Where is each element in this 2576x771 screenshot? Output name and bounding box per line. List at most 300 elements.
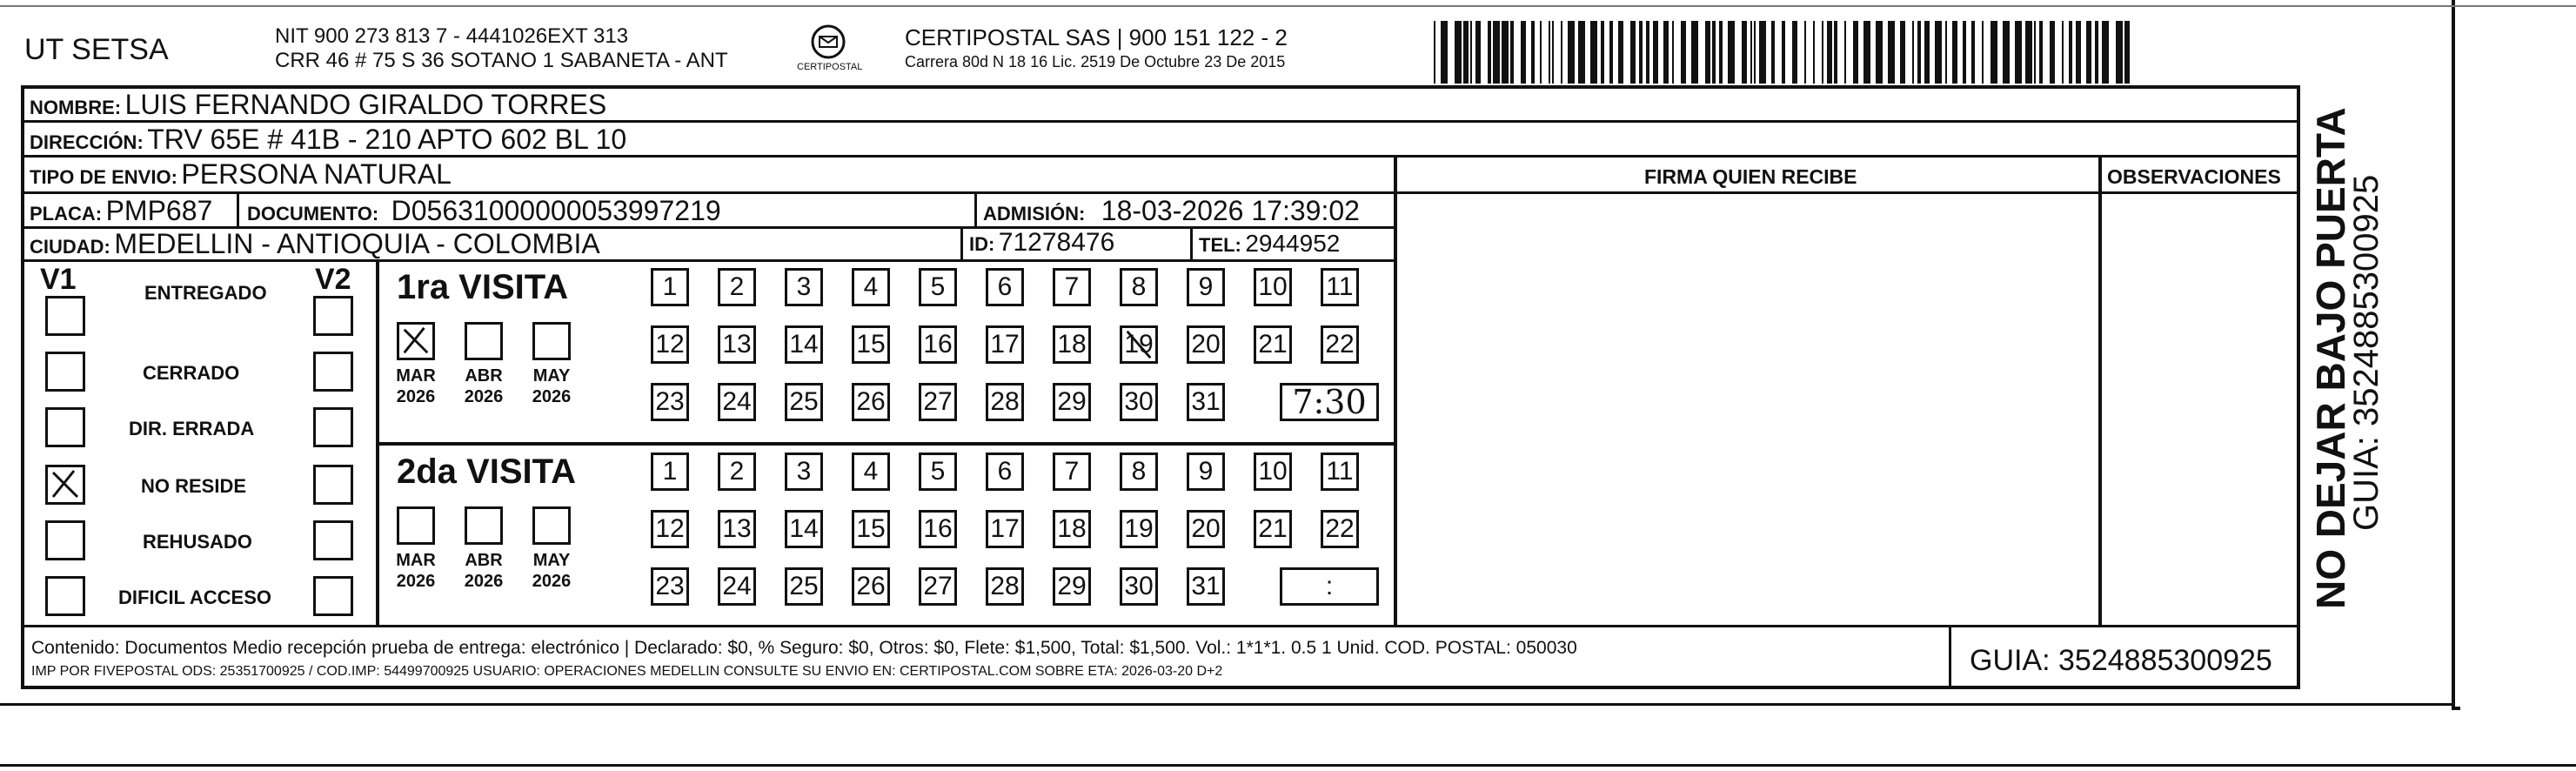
admision-label: ADMISIÓN: bbox=[983, 203, 1086, 225]
barcode-bar bbox=[1876, 21, 1883, 84]
day-box[interactable] bbox=[651, 325, 689, 364]
day-box[interactable] bbox=[919, 268, 957, 306]
barcode-bar bbox=[1510, 21, 1514, 84]
day-number: 6 bbox=[997, 457, 1013, 486]
placa-label: PLACA: bbox=[30, 203, 103, 225]
status-option-label: DIFICIL ACCESO bbox=[118, 587, 272, 608]
day-box[interactable] bbox=[651, 268, 689, 306]
barcode-bar bbox=[1863, 21, 1870, 84]
status-option-label: CERRADO bbox=[143, 362, 240, 384]
day-number: 11 bbox=[1326, 457, 1354, 486]
day-box[interactable] bbox=[1254, 510, 1292, 548]
day-number: 3 bbox=[796, 457, 812, 486]
day-number: 31 bbox=[1191, 387, 1221, 416]
tipo-label: TIPO DE ENVIO: bbox=[30, 166, 177, 188]
day-number: 21 bbox=[1258, 330, 1288, 359]
v2-checkbox[interactable] bbox=[313, 520, 353, 560]
barcode-bar bbox=[1900, 21, 1905, 84]
day-number: 2 bbox=[729, 457, 745, 486]
day-box[interactable] bbox=[1321, 510, 1359, 548]
day-number: 9 bbox=[1198, 457, 1214, 486]
day-box[interactable] bbox=[1053, 453, 1091, 491]
right-edge bbox=[2452, 0, 2455, 710]
day-box[interactable] bbox=[1120, 453, 1158, 491]
day-number: 12 bbox=[655, 514, 685, 543]
barcode-bar bbox=[1991, 21, 1997, 84]
barcode-bar bbox=[1728, 21, 1735, 84]
barcode-bar bbox=[1844, 21, 1846, 84]
barcode-bar bbox=[1771, 21, 1775, 84]
firma-label: FIRMA QUIEN RECIBE bbox=[1644, 165, 1857, 188]
day-number: 29 bbox=[1057, 572, 1087, 600]
barcode-bar bbox=[1609, 21, 1613, 84]
barcode-bar bbox=[1672, 21, 1674, 84]
row-line-footer bbox=[21, 625, 2300, 627]
barcode-bar bbox=[2003, 21, 2010, 84]
day-number: 6 bbox=[997, 272, 1013, 301]
day-box[interactable] bbox=[1187, 383, 1225, 421]
day-number: 26 bbox=[856, 387, 886, 416]
day-box[interactable] bbox=[852, 268, 890, 306]
barcode-bar bbox=[1705, 21, 1710, 84]
month-checkbox[interactable] bbox=[532, 506, 571, 545]
day-box[interactable] bbox=[1053, 510, 1091, 548]
guia-footer: GUIA: 3524885300925 bbox=[1970, 644, 2272, 677]
barcode-bar bbox=[1663, 21, 1669, 84]
tel-value: 2944952 bbox=[1245, 230, 1341, 257]
day-number: 2 bbox=[729, 272, 745, 301]
carrier-line: CERTIPOSTAL SAS | 900 151 122 - 2 bbox=[905, 24, 1288, 50]
day-number: 31 bbox=[1191, 572, 1221, 600]
barcode-bar bbox=[1912, 21, 1914, 84]
no-dejar-text: NO DEJAR BAJO PUERTA bbox=[2308, 107, 2353, 609]
barcode-bar bbox=[1434, 21, 1435, 84]
day-box[interactable] bbox=[1254, 453, 1292, 491]
nombre-value: LUIS FERNANDO GIRALDO TORRES bbox=[124, 89, 607, 120]
barcode-bar bbox=[1653, 21, 1658, 84]
guia-divider bbox=[1949, 625, 1951, 689]
barcode-bar bbox=[1549, 21, 1550, 84]
day-box[interactable] bbox=[1187, 268, 1225, 306]
day-box[interactable] bbox=[718, 325, 756, 364]
day-box[interactable] bbox=[651, 383, 689, 421]
row-line-5 bbox=[21, 259, 1395, 262]
v1-checkbox[interactable] bbox=[45, 352, 85, 392]
day-box[interactable] bbox=[1254, 325, 1292, 364]
barcode-bar bbox=[1568, 21, 1575, 84]
barcode-bar bbox=[1952, 21, 1957, 84]
barcode-bar bbox=[1782, 21, 1785, 84]
day-number: 27 bbox=[923, 387, 953, 416]
day-box[interactable] bbox=[852, 567, 890, 606]
barcode-bar bbox=[2039, 21, 2043, 84]
barcode-bar bbox=[1754, 21, 1756, 84]
day-number: 15 bbox=[856, 514, 886, 543]
barcode-bar bbox=[2095, 21, 2098, 84]
day-box[interactable] bbox=[718, 567, 756, 606]
day-box[interactable] bbox=[919, 510, 957, 548]
day-box[interactable] bbox=[785, 268, 823, 306]
day-number: 18 bbox=[1057, 330, 1087, 359]
day-number: 20 bbox=[1191, 330, 1221, 359]
barcode bbox=[1434, 21, 2130, 84]
v2-label: V2 bbox=[315, 263, 351, 296]
day-number: 25 bbox=[789, 387, 819, 416]
day-box[interactable] bbox=[986, 567, 1024, 606]
row-line-2 bbox=[21, 155, 2300, 158]
barcode-bar bbox=[1681, 21, 1686, 84]
day-number: 7 bbox=[1064, 457, 1080, 486]
day-number: 4 bbox=[863, 457, 879, 486]
barcode-bar bbox=[1561, 21, 1562, 84]
sign-divider bbox=[1394, 155, 1397, 627]
day-number: 8 bbox=[1131, 272, 1147, 301]
barcode-bar bbox=[2116, 21, 2123, 84]
barcode-bar bbox=[2102, 21, 2109, 84]
day-number: 19 bbox=[1124, 514, 1154, 543]
second-visit-label: 2da VISITA bbox=[397, 453, 576, 491]
day-box[interactable] bbox=[1321, 325, 1359, 364]
barcode-bar bbox=[1813, 21, 1815, 84]
day-number: 15 bbox=[856, 330, 886, 359]
bottom-strip-top bbox=[0, 703, 2453, 706]
barcode-bar bbox=[1488, 21, 1491, 84]
day-number: 8 bbox=[1131, 457, 1147, 486]
day-number: 27 bbox=[923, 572, 953, 600]
nit-line: NIT 900 273 813 7 - 4441026EXT 313 bbox=[275, 24, 629, 48]
day-box[interactable] bbox=[1120, 567, 1158, 606]
day-number: 23 bbox=[655, 572, 685, 600]
barcode-bar bbox=[1827, 21, 1832, 84]
barcode-bar bbox=[1917, 21, 1921, 84]
admision-divider bbox=[974, 191, 977, 226]
direccion-row bbox=[30, 125, 626, 153]
v2-checkbox[interactable] bbox=[313, 296, 353, 336]
nombre-row bbox=[30, 91, 606, 118]
barcode-bar bbox=[1759, 21, 1766, 84]
bottom-strip-line bbox=[0, 764, 2576, 767]
imp-text: IMP POR FIVEPOSTAL ODS: 25351700925 / COD.IMP: 54499700925 USUARIO: OPERACIONES MEDELLIN CONSULTE SU ENVIO EN: CERTIPOSTAL.COM SOBRE ETA: 2026-03-20 D+2 bbox=[31, 664, 1223, 679]
month-checkbox[interactable] bbox=[465, 322, 503, 360]
day-box[interactable] bbox=[1120, 510, 1158, 548]
v2-checkbox[interactable] bbox=[313, 407, 353, 447]
day-number: 22 bbox=[1325, 330, 1355, 359]
day-number: 13 bbox=[722, 514, 752, 543]
barcode-bar bbox=[1552, 21, 1554, 84]
barcode-bar bbox=[1601, 21, 1604, 84]
barcode-bar bbox=[1971, 21, 1975, 84]
day-number: 25 bbox=[789, 572, 819, 600]
day-number: 17 bbox=[990, 330, 1020, 359]
barcode-bar bbox=[1646, 21, 1649, 84]
time-box[interactable]: : bbox=[1280, 567, 1379, 606]
day-number: 7 bbox=[1064, 272, 1080, 301]
barcode-bar bbox=[1630, 21, 1636, 84]
barcode-bar bbox=[1834, 21, 1837, 84]
day-box[interactable] bbox=[986, 268, 1024, 306]
barcode-bar bbox=[1853, 21, 1858, 84]
day-number: 16 bbox=[923, 514, 953, 543]
day-box[interactable] bbox=[986, 453, 1024, 491]
barcode-bar bbox=[1531, 21, 1535, 84]
day-number: 22 bbox=[1325, 514, 1355, 543]
day-number: 9 bbox=[1198, 272, 1214, 301]
day-box[interactable] bbox=[1321, 268, 1359, 306]
day-number: 18 bbox=[1057, 514, 1087, 543]
barcode-bar bbox=[1578, 21, 1585, 84]
barcode-bar bbox=[1888, 21, 1895, 84]
barcode-bar bbox=[2076, 21, 2081, 84]
year-label: 2026 bbox=[532, 572, 572, 591]
placa-divider bbox=[237, 191, 239, 226]
side-guia: GUIA: 3524885300925 bbox=[2347, 174, 2385, 531]
barcode-bar bbox=[1945, 21, 1947, 84]
day-number: 5 bbox=[930, 272, 946, 301]
day-number: 29 bbox=[1057, 387, 1087, 416]
day-box[interactable] bbox=[1254, 268, 1292, 306]
day-box[interactable] bbox=[785, 510, 823, 548]
logo-text: CERTIPOSTAL bbox=[797, 62, 863, 72]
v1-checkbox[interactable] bbox=[45, 576, 85, 616]
barcode-bar bbox=[1691, 21, 1698, 84]
v1-checkbox[interactable] bbox=[45, 296, 85, 336]
day-box[interactable] bbox=[651, 453, 689, 491]
obs-divider bbox=[2098, 155, 2102, 627]
barcode-bar bbox=[2025, 21, 2032, 84]
day-box[interactable] bbox=[852, 453, 890, 491]
barcode-bar bbox=[1590, 21, 1597, 84]
barcode-bar bbox=[1750, 21, 1752, 84]
obs-label: OBSERVACIONES bbox=[2107, 165, 2281, 188]
day-box[interactable] bbox=[718, 383, 756, 421]
barcode-bar bbox=[1982, 21, 1984, 84]
day-box[interactable] bbox=[852, 325, 890, 364]
day-box[interactable] bbox=[1053, 383, 1091, 421]
barcode-bar bbox=[1502, 21, 1509, 84]
barcode-bar bbox=[1455, 21, 1462, 84]
barcode-bar bbox=[1804, 21, 1806, 84]
month-label: MAR bbox=[396, 366, 436, 386]
right-edge-foot bbox=[2452, 707, 2460, 710]
direccion-value: TRV 65E # 41B - 210 APTO 602 BL 10 bbox=[147, 124, 627, 155]
ciudad-label: CIUDAD: bbox=[30, 236, 110, 258]
day-number: 14 bbox=[789, 514, 819, 543]
v2-checkbox[interactable] bbox=[313, 465, 353, 505]
day-number: 21 bbox=[1258, 514, 1288, 543]
direccion-label: DIRECCIÓN: bbox=[30, 131, 144, 153]
barcode-bar bbox=[2124, 21, 2130, 84]
day-box[interactable] bbox=[718, 453, 756, 491]
barcode-bar bbox=[1618, 21, 1623, 84]
day-box[interactable] bbox=[785, 325, 823, 364]
barcode-bar bbox=[1470, 21, 1472, 84]
admision-row bbox=[983, 197, 1360, 225]
barcode-bar bbox=[1493, 21, 1500, 84]
documento-label: DOCUMENTO: bbox=[247, 203, 379, 225]
address-line: CRR 46 # 75 S 36 SOTANO 1 SABANETA - ANT bbox=[275, 49, 728, 72]
barcode-bar bbox=[2086, 21, 2091, 84]
tipo-value: PERSONA NATURAL bbox=[181, 158, 452, 190]
day-box[interactable] bbox=[1053, 268, 1091, 306]
id-label: ID: bbox=[969, 233, 995, 255]
documento-row bbox=[247, 197, 721, 225]
month-label: MAR bbox=[396, 551, 436, 570]
row-line-1 bbox=[21, 120, 2300, 123]
day-box[interactable] bbox=[919, 567, 957, 606]
v1-checkbox[interactable] bbox=[45, 520, 85, 560]
v2-checkbox[interactable] bbox=[313, 352, 353, 392]
year-label: 2026 bbox=[464, 572, 504, 591]
nombre-label: NOMBRE: bbox=[30, 97, 122, 118]
v1-checkbox[interactable] bbox=[45, 407, 85, 447]
day-number: 14 bbox=[789, 330, 819, 359]
day-box[interactable] bbox=[1321, 453, 1359, 491]
tel-divider bbox=[1190, 226, 1193, 259]
day-number: 20 bbox=[1191, 514, 1221, 543]
barcode-bar bbox=[1963, 21, 1966, 84]
month-label: MAY bbox=[532, 551, 571, 570]
day-box[interactable] bbox=[1053, 325, 1091, 364]
barcode-bar bbox=[2062, 21, 2064, 84]
day-box[interactable] bbox=[1187, 510, 1225, 548]
status-option-label: NO RESIDE bbox=[141, 475, 247, 497]
barcode-bar bbox=[1935, 21, 1942, 84]
day-box[interactable] bbox=[785, 567, 823, 606]
day-box[interactable] bbox=[1187, 325, 1225, 364]
day-number: 26 bbox=[856, 572, 886, 600]
month-label: ABR bbox=[465, 551, 503, 570]
month-checkbox[interactable] bbox=[465, 506, 503, 545]
id-row bbox=[969, 230, 1114, 256]
barcode-bar bbox=[2034, 21, 2036, 84]
month-checkbox[interactable] bbox=[532, 322, 571, 360]
day-box[interactable] bbox=[785, 453, 823, 491]
status-option-label: REHUSADO bbox=[143, 531, 252, 553]
day-box[interactable] bbox=[1120, 383, 1158, 421]
day-number: 28 bbox=[990, 572, 1020, 600]
status-option-label: DIR. ERRADA bbox=[129, 418, 255, 439]
barcode-bar bbox=[2015, 21, 2022, 84]
first-visit-label: 1ra VISITA bbox=[397, 268, 569, 306]
day-number: 10 bbox=[1258, 457, 1288, 486]
id-divider bbox=[960, 226, 963, 259]
day-box[interactable] bbox=[919, 325, 957, 364]
day-box[interactable] bbox=[986, 383, 1024, 421]
day-number: 30 bbox=[1124, 387, 1154, 416]
v2-checkbox[interactable] bbox=[313, 576, 353, 616]
year-label: 2026 bbox=[464, 387, 504, 406]
barcode-bar bbox=[1822, 21, 1823, 84]
barcode-bar bbox=[1463, 21, 1469, 84]
barcode-bar bbox=[1540, 21, 1542, 84]
day-box[interactable] bbox=[1053, 567, 1091, 606]
day-box[interactable] bbox=[651, 510, 689, 548]
day-number: 23 bbox=[655, 387, 685, 416]
month-checkbox[interactable] bbox=[397, 506, 435, 545]
day-number: 4 bbox=[863, 272, 879, 301]
visit-divider bbox=[376, 442, 1395, 446]
day-box[interactable] bbox=[919, 383, 957, 421]
day-number: 19 bbox=[1124, 330, 1154, 359]
carrier-license: Carrera 80d N 18 16 Lic. 2519 De Octubre 23 De 2015 bbox=[905, 53, 1286, 70]
barcode-bar bbox=[1521, 21, 1526, 84]
company-name: UT SETSA bbox=[24, 33, 169, 66]
id-value: 71278476 bbox=[998, 228, 1115, 257]
day-box[interactable] bbox=[986, 325, 1024, 364]
day-number: 5 bbox=[930, 457, 946, 486]
day-number: 3 bbox=[796, 272, 812, 301]
row-line-3 bbox=[21, 191, 1395, 194]
tipo-row bbox=[30, 160, 452, 188]
admision-value: 18-03-2026 17:39:02 bbox=[1101, 195, 1360, 226]
month-label: ABR bbox=[465, 366, 503, 386]
barcode-bar bbox=[2050, 21, 2055, 84]
documento-value: D05631000000053997219 bbox=[391, 195, 721, 226]
barcode-bar bbox=[1719, 21, 1723, 84]
day-box[interactable] bbox=[718, 268, 756, 306]
certipostal-logo bbox=[793, 19, 863, 80]
barcode-bar bbox=[1475, 21, 1481, 84]
v1-checkbox[interactable] bbox=[45, 465, 85, 505]
barcode-bar bbox=[1792, 21, 1797, 84]
day-number: 1 bbox=[662, 272, 678, 301]
top-cut bbox=[0, 5, 2576, 7]
day-box[interactable] bbox=[986, 510, 1024, 548]
day-number: 12 bbox=[655, 330, 685, 359]
month-label: MAY bbox=[532, 366, 571, 386]
barcode-bar bbox=[1639, 21, 1643, 84]
day-number: 17 bbox=[990, 514, 1020, 543]
day-number: 24 bbox=[722, 572, 752, 600]
year-label: 2026 bbox=[396, 572, 436, 591]
day-number: 24 bbox=[722, 387, 752, 416]
year-label: 2026 bbox=[396, 387, 436, 406]
tel-label: TEL: bbox=[1199, 234, 1241, 256]
day-number: 11 bbox=[1326, 272, 1354, 301]
day-box[interactable] bbox=[785, 383, 823, 421]
ciudad-row bbox=[30, 230, 600, 258]
day-box[interactable] bbox=[852, 383, 890, 421]
day-number: 16 bbox=[923, 330, 953, 359]
day-number: 1 bbox=[662, 457, 678, 486]
barcode-bar bbox=[1742, 21, 1747, 84]
year-label: 2026 bbox=[532, 387, 572, 406]
day-box[interactable] bbox=[651, 567, 689, 606]
barcode-bar bbox=[2069, 21, 2072, 84]
day-number: 13 bbox=[722, 330, 752, 359]
placa-value: PMP687 bbox=[105, 195, 213, 226]
time-box[interactable]: 7:30 bbox=[1280, 383, 1379, 421]
day-box[interactable] bbox=[718, 510, 756, 548]
sign-header-line bbox=[1394, 191, 2300, 194]
status-option-label: ENTREGADO bbox=[144, 282, 267, 304]
v1-label: V1 bbox=[40, 263, 77, 296]
barcode-bar bbox=[1441, 21, 1448, 84]
day-box[interactable] bbox=[1120, 268, 1158, 306]
day-box[interactable] bbox=[1187, 567, 1225, 606]
ciudad-value: MEDELLIN - ANTIOQUIA - COLOMBIA bbox=[114, 228, 600, 259]
day-box[interactable] bbox=[852, 510, 890, 548]
month-checkbox[interactable] bbox=[397, 322, 435, 360]
day-box[interactable] bbox=[919, 453, 957, 491]
contenido-text: Contenido: Documentos Medio recepción prueba de entrega: electrónico | Declarado: $0, % Seguro: $0, Otros: $0, Flete: $1,500, Total: $1,500. Vol.: 1*1*1. 0.5 1 Unid. COD. POSTAL: 050030 bbox=[31, 638, 1577, 658]
day-number: 10 bbox=[1258, 272, 1288, 301]
day-box[interactable] bbox=[1187, 453, 1225, 491]
barcode-bar bbox=[1712, 21, 1716, 84]
day-box[interactable] bbox=[1120, 325, 1158, 364]
barcode-bar bbox=[1924, 21, 1930, 84]
day-number: 30 bbox=[1124, 572, 1154, 600]
